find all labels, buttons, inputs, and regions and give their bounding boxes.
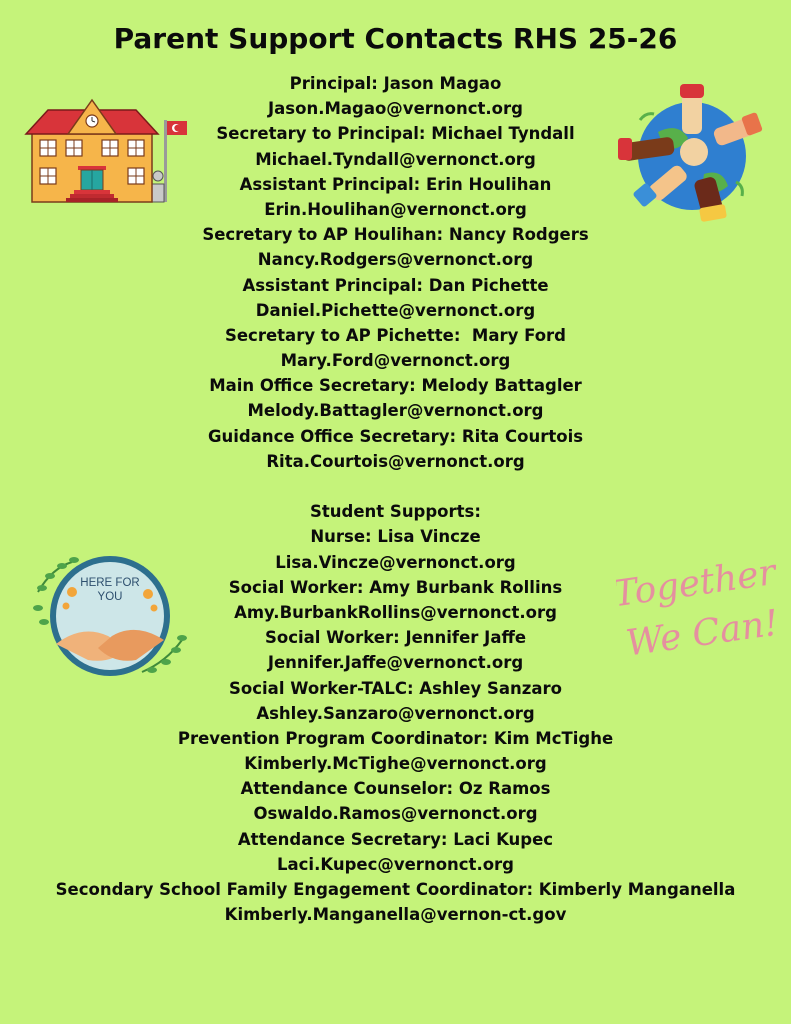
contact-email: Daniel.Pichette@vernonct.org	[255, 300, 536, 320]
contact-email: Oswaldo.Ramos@vernonct.org	[253, 804, 538, 824]
contact-line: Social Worker: Jennifer Jaffe	[264, 628, 527, 648]
contact-line: Principal: Jason Magao	[289, 74, 502, 93]
contact-email: Ashley.Sanzaro@vernonct.org	[256, 703, 535, 723]
contact-line: Assistant Principal: Dan Pichette	[242, 275, 549, 295]
contact-line: Attendance Counselor: Oz Ramos	[240, 779, 551, 799]
student-supports-heading: Student Supports:	[310, 502, 481, 522]
contact-line: Secretary to AP Pichette: Mary Ford	[224, 325, 566, 345]
here-for-you-text-2: YOU	[97, 591, 123, 603]
contact-line: Social Worker: Amy Burbank Rollins	[228, 577, 563, 597]
contact-line: Prevention Program Coordinator: Kim McTighe	[177, 728, 614, 748]
contact-email: Jennifer.Jaffe@vernonct.org	[267, 653, 524, 673]
contact-line: Secretary to AP Houlihan: Nancy Rodgers	[202, 225, 589, 245]
we-can-script-text: We Can!	[623, 602, 776, 663]
section-spacer	[0, 474, 791, 499]
contact-line: Guidance Office Secretary: Rita Courtois	[207, 426, 584, 446]
contact-line: Secondary School Family Engagement Coordinator: Kimberly Manganella	[55, 880, 736, 899]
contact-line: Attendance Secretary: Laci Kupec	[237, 829, 554, 849]
contact-email: Laci.Kupec@vernonct.org	[276, 854, 514, 874]
together-script-text: Together	[616, 551, 776, 616]
contact-line: Main Office Secretary: Melody Battagler	[209, 376, 582, 396]
page-title: Parent Support Contacts RHS 25-26	[113, 22, 678, 55]
contact-email: Kimberly.Manganella@vernon-ct.gov	[224, 905, 567, 925]
contact-email: Jason.Magao@vernonct.org	[268, 99, 523, 119]
contact-line: Assistant Principal: Erin Houlihan	[239, 174, 552, 194]
contact-line: Nurse: Lisa Vincze	[310, 527, 481, 547]
contact-email: Mary.Ford@vernonct.org	[280, 351, 511, 371]
here-for-you-text: HERE FOR	[80, 577, 140, 589]
contact-email: Amy.BurbankRollins@vernonct.org	[234, 602, 557, 622]
contact-line: Social Worker-TALC: Ashley Sanzaro	[229, 678, 562, 698]
contact-line: Secretary to Principal: Michael Tyndall	[216, 124, 575, 144]
contact-email: Nancy.Rodgers@vernonct.org	[257, 250, 534, 270]
contact-email: Erin.Houlihan@vernonct.org	[264, 199, 527, 219]
contact-email: Kimberly.McTighe@vernonct.org	[244, 754, 547, 774]
contact-email: Michael.Tyndall@vernonct.org	[255, 149, 536, 169]
contact-email: Lisa.Vincze@vernonct.org	[275, 552, 516, 572]
contact-email: Rita.Courtois@vernonct.org	[266, 451, 525, 471]
contacts-list	[0, 71, 791, 927]
contact-email: Melody.Battagler@vernonct.org	[247, 401, 544, 421]
